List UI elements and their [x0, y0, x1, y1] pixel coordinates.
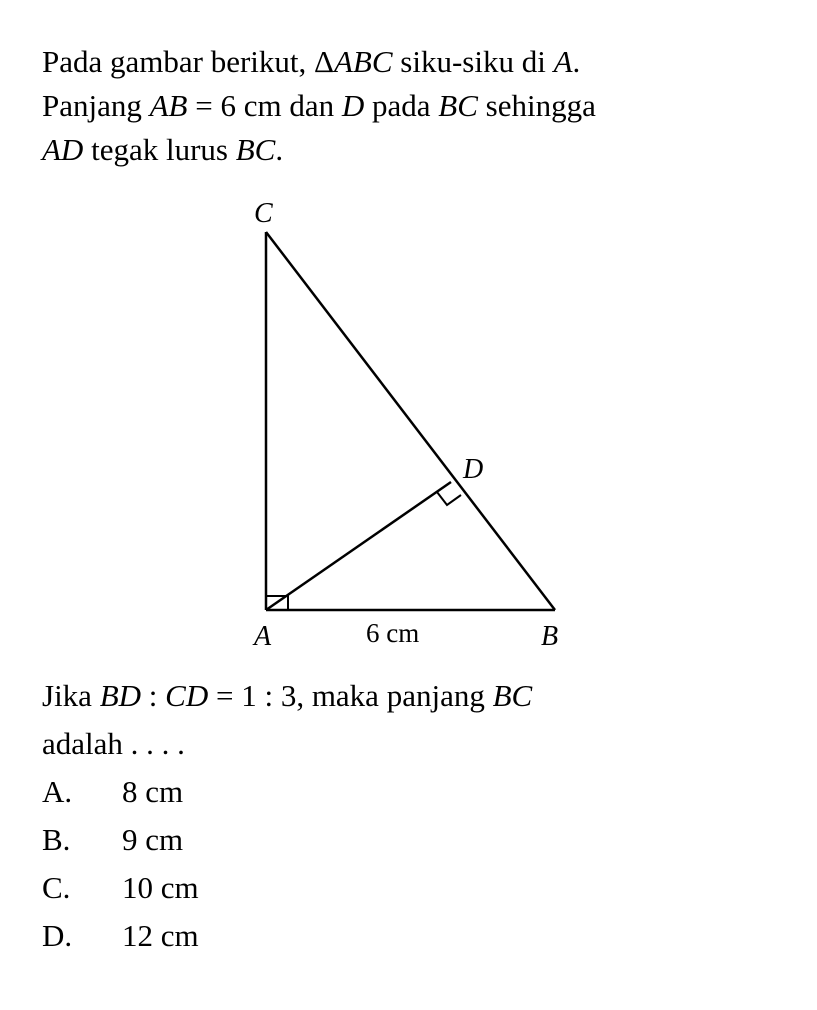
label-ab-length: 6 cm — [366, 618, 420, 648]
triangle-symbol: Δ — [314, 44, 334, 79]
text: = 6 cm dan — [187, 88, 342, 123]
question-line-1 — [42, 672, 782, 720]
segment-ad — [266, 482, 451, 610]
right-angle-mark-d — [437, 492, 461, 505]
option-text: 8 cm — [122, 774, 184, 809]
side-bc — [266, 232, 555, 610]
text: = 1 : 3, maka panjang — [208, 678, 493, 713]
text: . — [572, 44, 581, 79]
text: tegak lurus — [83, 132, 236, 167]
var-cd: CD — [165, 678, 209, 713]
option-text: 12 cm — [122, 918, 199, 953]
option-c[interactable] — [42, 864, 782, 912]
var-bc: BC — [492, 678, 533, 713]
option-a[interactable] — [42, 768, 782, 816]
option-letter: B. — [42, 822, 71, 857]
option-d[interactable] — [42, 912, 782, 960]
question — [42, 672, 782, 960]
option-b[interactable] — [42, 816, 782, 864]
label-c: C — [254, 198, 273, 229]
var-a: A — [553, 44, 573, 79]
var-bc: BC — [235, 132, 276, 167]
option-text: 9 cm — [122, 822, 184, 857]
var-abc: ABC — [333, 44, 393, 79]
label-a: A — [254, 621, 272, 652]
var-bc: BC — [438, 88, 478, 123]
text: Pada gambar berikut, — [42, 44, 315, 79]
option-letter: D. — [42, 918, 73, 953]
answer-options — [42, 768, 782, 960]
var-ab: AB — [149, 88, 188, 123]
text: Panjang — [42, 88, 150, 123]
option-letter: C. — [42, 870, 71, 905]
label-d: D — [463, 454, 484, 485]
text: pada — [364, 88, 439, 123]
text: : — [141, 678, 166, 713]
text: sehingga — [477, 88, 596, 123]
text: . — [275, 132, 284, 167]
var-bd: BD — [99, 678, 142, 713]
option-letter: A. — [42, 774, 73, 809]
label-b: B — [541, 621, 559, 652]
text: siku-siku di — [392, 44, 554, 79]
question-line-2: adalah . . . . — [42, 726, 185, 761]
option-text: 10 cm — [122, 870, 199, 905]
var-ad: AD — [42, 132, 84, 167]
var-d: D — [341, 88, 365, 123]
text: Jika — [42, 678, 100, 713]
